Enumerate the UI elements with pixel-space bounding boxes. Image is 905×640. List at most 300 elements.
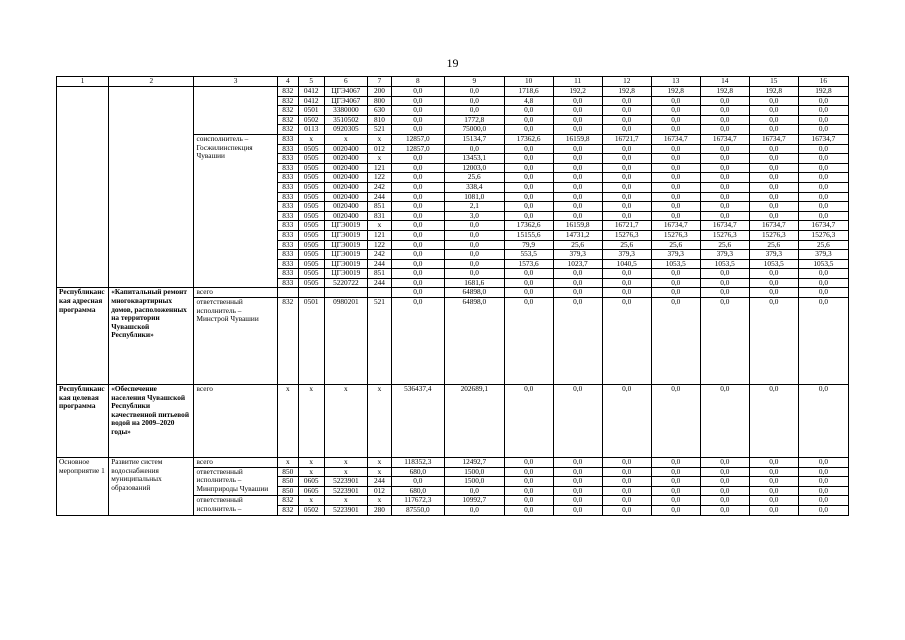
empty-cell <box>57 134 109 144</box>
empty-cell <box>57 230 109 240</box>
value-cell: 0,0 <box>444 96 504 106</box>
value-cell: 850 <box>277 477 298 487</box>
value-cell: 0,0 <box>504 458 553 468</box>
value-cell: 17362,6 <box>504 134 553 144</box>
value-cell: 0,0 <box>651 458 700 468</box>
value-cell: 0,0 <box>798 477 848 487</box>
value-cell: 0,0 <box>651 144 700 154</box>
value-cell: 0,0 <box>749 106 798 116</box>
value-cell: 64898,0 <box>444 298 504 385</box>
value-cell: 0,0 <box>391 278 444 288</box>
empty-cell <box>57 221 109 231</box>
value-cell: 379,3 <box>700 250 749 260</box>
empty-cell <box>109 182 194 192</box>
program-type: Республиканская целевая программа <box>57 385 109 458</box>
column-header: 12 <box>602 77 651 87</box>
value-cell: 0,0 <box>602 496 651 506</box>
value-cell: 14731,2 <box>553 230 602 240</box>
value-cell: 0,0 <box>602 467 651 477</box>
value-cell: 851 <box>368 202 391 212</box>
value-cell: x <box>298 458 324 468</box>
value-cell: 0,0 <box>749 385 798 458</box>
value-cell: 0980201 <box>324 298 368 385</box>
value-cell: 379,3 <box>798 250 848 260</box>
value-cell: 0,0 <box>504 486 553 496</box>
value-cell: 0,0 <box>700 115 749 125</box>
value-cell: 338,4 <box>444 182 504 192</box>
value-cell: 0,0 <box>391 259 444 269</box>
value-cell: 0,0 <box>651 288 700 298</box>
value-cell: 0,0 <box>700 125 749 135</box>
value-cell: 5223901 <box>324 477 368 487</box>
value-cell: 0,0 <box>504 192 553 202</box>
value-cell: 0020400 <box>324 211 368 221</box>
value-cell: 16159,8 <box>553 134 602 144</box>
value-cell: 0505 <box>298 230 324 240</box>
value-cell: 0505 <box>298 278 324 288</box>
value-cell: x <box>368 496 391 506</box>
value-cell: 16734,7 <box>700 221 749 231</box>
value-cell: 0,0 <box>602 173 651 183</box>
value-cell: 379,3 <box>602 250 651 260</box>
value-cell: 202689,1 <box>444 385 504 458</box>
value-cell: 831 <box>368 211 391 221</box>
value-cell: 16721,7 <box>602 134 651 144</box>
value-cell: 0,0 <box>651 192 700 202</box>
value-cell: 0,0 <box>444 486 504 496</box>
value-cell: 833 <box>277 202 298 212</box>
value-cell: 0020400 <box>324 154 368 164</box>
value-cell: 0,0 <box>651 202 700 212</box>
value-cell: 0,0 <box>391 202 444 212</box>
value-cell: 0,0 <box>602 486 651 496</box>
table-row <box>57 240 849 250</box>
value-cell: 16721,7 <box>602 221 651 231</box>
empty-cell <box>109 125 194 135</box>
value-cell: 0,0 <box>553 106 602 116</box>
value-cell: 0,0 <box>700 154 749 164</box>
value-cell: 0,0 <box>798 182 848 192</box>
value-cell: 15276,3 <box>651 230 700 240</box>
value-cell: 0,0 <box>798 211 848 221</box>
value-cell: 0,0 <box>651 477 700 487</box>
value-cell: 0,0 <box>749 125 798 135</box>
value-cell: 379,3 <box>553 250 602 260</box>
table-row <box>57 106 849 116</box>
value-cell: 75000,0 <box>444 125 504 135</box>
value-cell: 0,0 <box>651 278 700 288</box>
value-cell: 833 <box>277 230 298 240</box>
value-cell: 0,0 <box>391 182 444 192</box>
value-cell: 0,0 <box>749 173 798 183</box>
empty-cell <box>109 230 194 240</box>
value-cell: 0,0 <box>553 486 602 496</box>
value-cell: 117672,3 <box>391 496 444 506</box>
value-cell: 12857,0 <box>391 134 444 144</box>
value-cell: 0020400 <box>324 173 368 183</box>
value-cell: 244 <box>368 278 391 288</box>
column-header: 1 <box>57 77 109 87</box>
value-cell: 0,0 <box>504 269 553 279</box>
value-cell: 0113 <box>298 125 324 135</box>
value-cell: 800 <box>368 96 391 106</box>
column-header: 16 <box>798 77 848 87</box>
value-cell: 0,0 <box>444 269 504 279</box>
value-cell: 1053,5 <box>798 259 848 269</box>
value-cell: 0605 <box>298 486 324 496</box>
value-cell: 0,0 <box>798 278 848 288</box>
empty-cell <box>109 240 194 250</box>
value-cell: 0,0 <box>700 173 749 183</box>
value-cell: 0,0 <box>391 221 444 231</box>
value-cell: 0,0 <box>391 269 444 279</box>
value-cell: 0,0 <box>651 385 700 458</box>
value-cell: 192,8 <box>798 87 848 97</box>
value-cell: 200 <box>368 87 391 97</box>
empty-cell <box>109 96 194 106</box>
value-cell: 851 <box>368 269 391 279</box>
value-cell: 832 <box>277 125 298 135</box>
value-cell: 15276,3 <box>700 230 749 240</box>
value-cell: 0,0 <box>391 250 444 260</box>
value-cell: 0,0 <box>798 269 848 279</box>
executor-label: ответственный исполнитель – <box>194 496 277 515</box>
value-cell: 0,0 <box>700 211 749 221</box>
value-cell: 833 <box>277 192 298 202</box>
value-cell: ЦГЭ0019 <box>324 259 368 269</box>
value-cell: 0,0 <box>553 458 602 468</box>
value-cell: 0,0 <box>700 106 749 116</box>
empty-cell <box>194 87 277 97</box>
activity-type: Основное мероприятие 1 <box>57 458 109 516</box>
column-header: 9 <box>444 77 504 87</box>
value-cell: 012 <box>368 144 391 154</box>
value-cell: 0,0 <box>700 486 749 496</box>
value-cell: 5220722 <box>324 278 368 288</box>
value-cell: 833 <box>277 211 298 221</box>
value-cell: 810 <box>368 115 391 125</box>
value-cell: ЦГЭ4067 <box>324 87 368 97</box>
value-cell: 0,0 <box>602 477 651 487</box>
value-cell: 0505 <box>298 163 324 173</box>
value-cell: 192,8 <box>749 87 798 97</box>
value-cell: 0,0 <box>602 506 651 516</box>
value-cell: 12857,0 <box>391 144 444 154</box>
value-cell <box>298 288 324 298</box>
value-cell: 25,6 <box>444 173 504 183</box>
value-cell: 192,8 <box>602 87 651 97</box>
value-cell: x <box>368 458 391 468</box>
value-cell: 0,0 <box>651 182 700 192</box>
table-row <box>57 259 849 269</box>
value-cell: ЦГЭ0019 <box>324 269 368 279</box>
value-cell: x <box>368 221 391 231</box>
value-cell: 25,6 <box>553 240 602 250</box>
value-cell: 0,0 <box>553 182 602 192</box>
value-cell: 0,0 <box>504 496 553 506</box>
total-label: всего <box>194 385 277 458</box>
value-cell: 0,0 <box>700 163 749 173</box>
value-cell: x <box>298 385 324 458</box>
value-cell: 833 <box>277 269 298 279</box>
value-cell: 0,0 <box>798 496 848 506</box>
value-cell: 1053,5 <box>651 259 700 269</box>
value-cell: 192,8 <box>651 87 700 97</box>
value-cell: 0,0 <box>798 163 848 173</box>
empty-cell <box>109 144 194 154</box>
value-cell: 118352,3 <box>391 458 444 468</box>
value-cell: 833 <box>277 173 298 183</box>
value-cell: 0,0 <box>553 96 602 106</box>
value-cell: 16734,7 <box>651 221 700 231</box>
value-cell: 0,0 <box>749 298 798 385</box>
value-cell: 0,0 <box>700 298 749 385</box>
value-cell: 0605 <box>298 477 324 487</box>
value-cell: 244 <box>368 477 391 487</box>
empty-cell <box>109 87 194 97</box>
value-cell: 833 <box>277 154 298 164</box>
value-cell: 242 <box>368 250 391 260</box>
value-cell: 0,0 <box>749 144 798 154</box>
value-cell: 0,0 <box>444 250 504 260</box>
column-header: 3 <box>194 77 277 87</box>
empty-cell <box>57 192 109 202</box>
value-cell: 87550,0 <box>391 506 444 516</box>
value-cell: 0,0 <box>602 278 651 288</box>
value-cell: 0,0 <box>391 163 444 173</box>
value-cell: 0,0 <box>749 506 798 516</box>
value-cell: 16734,7 <box>798 221 848 231</box>
empty-cell <box>109 154 194 164</box>
table-row <box>57 211 849 221</box>
value-cell: 16734,7 <box>700 134 749 144</box>
value-cell: 832 <box>277 115 298 125</box>
value-cell: 0502 <box>298 506 324 516</box>
value-cell: 0,0 <box>651 211 700 221</box>
value-cell: 0,0 <box>798 467 848 477</box>
table-row <box>57 134 849 144</box>
column-header: 7 <box>368 77 391 87</box>
value-cell: 5223901 <box>324 486 368 496</box>
value-cell: 0,0 <box>749 202 798 212</box>
value-cell: 3380000 <box>324 106 368 116</box>
empty-cell <box>57 278 109 288</box>
value-cell: 0,0 <box>651 96 700 106</box>
value-cell: 15276,3 <box>749 230 798 240</box>
value-cell <box>368 288 391 298</box>
value-cell: 0,0 <box>651 496 700 506</box>
empty-cell <box>109 163 194 173</box>
value-cell: 79,9 <box>504 240 553 250</box>
value-cell: 0,0 <box>391 288 444 298</box>
value-cell: 0502 <box>298 115 324 125</box>
value-cell: ЦГЭ0019 <box>324 230 368 240</box>
value-cell: 521 <box>368 298 391 385</box>
value-cell: 0,0 <box>391 106 444 116</box>
value-cell: 0,0 <box>700 202 749 212</box>
table-row <box>57 221 849 231</box>
value-cell: 0,0 <box>651 106 700 116</box>
value-cell: 3510502 <box>324 115 368 125</box>
table-row <box>57 125 849 135</box>
value-cell: 0,0 <box>651 125 700 135</box>
value-cell: ЦГЭ4067 <box>324 96 368 106</box>
value-cell: x <box>298 496 324 506</box>
table-row <box>57 278 849 288</box>
value-cell: 0,0 <box>602 298 651 385</box>
value-cell: 0,0 <box>553 154 602 164</box>
value-cell: 0505 <box>298 240 324 250</box>
value-cell: 121 <box>368 230 391 240</box>
value-cell: 0,0 <box>700 278 749 288</box>
value-cell: 0,0 <box>749 288 798 298</box>
column-header: 13 <box>651 77 700 87</box>
value-cell: 2,1 <box>444 202 504 212</box>
value-cell: 0,0 <box>504 202 553 212</box>
table-row <box>57 173 849 183</box>
table-row <box>57 154 849 164</box>
value-cell: 0,0 <box>602 125 651 135</box>
empty-cell <box>57 202 109 212</box>
value-cell: 0,0 <box>798 173 848 183</box>
value-cell: 0,0 <box>391 230 444 240</box>
column-header: 11 <box>553 77 602 87</box>
value-cell: 0,0 <box>444 87 504 97</box>
value-cell: 0,0 <box>798 385 848 458</box>
program-row <box>57 288 849 298</box>
empty-cell <box>57 154 109 164</box>
value-cell: 0505 <box>298 173 324 183</box>
value-cell: 832 <box>277 96 298 106</box>
empty-cell <box>109 269 194 279</box>
value-cell: 0,0 <box>651 163 700 173</box>
value-cell <box>277 288 298 298</box>
value-cell: 0,0 <box>553 477 602 487</box>
value-cell: 536437,4 <box>391 385 444 458</box>
value-cell: x <box>368 385 391 458</box>
value-cell: 0505 <box>298 182 324 192</box>
empty-cell <box>57 211 109 221</box>
value-cell: 833 <box>277 250 298 260</box>
value-cell: 0,0 <box>749 269 798 279</box>
value-cell: 0,0 <box>504 211 553 221</box>
table-row <box>57 87 849 97</box>
empty-cell <box>109 221 194 231</box>
empty-cell <box>57 173 109 183</box>
value-cell: 0,0 <box>391 115 444 125</box>
empty-cell <box>57 125 109 135</box>
value-cell: 0,0 <box>602 385 651 458</box>
activity-row <box>57 458 849 468</box>
value-cell: 15134,7 <box>444 134 504 144</box>
value-cell: 832 <box>277 496 298 506</box>
empty-cell <box>109 259 194 269</box>
value-cell: 0,0 <box>749 467 798 477</box>
value-cell: 832 <box>277 106 298 116</box>
value-cell: 0,0 <box>749 477 798 487</box>
value-cell: 0,0 <box>651 467 700 477</box>
empty-cell <box>109 202 194 212</box>
value-cell: 0,0 <box>391 211 444 221</box>
value-cell: 25,6 <box>700 240 749 250</box>
value-cell: 0,0 <box>444 230 504 240</box>
value-cell: 379,3 <box>749 250 798 260</box>
empty-cell <box>57 96 109 106</box>
value-cell: 0,0 <box>553 496 602 506</box>
value-cell: 0,0 <box>651 269 700 279</box>
value-cell: 0,0 <box>504 467 553 477</box>
value-cell: 0,0 <box>700 288 749 298</box>
value-cell: 0,0 <box>700 506 749 516</box>
executor-label: ответственный исполнитель – Минприроды Чувашии <box>194 467 277 496</box>
value-cell: 833 <box>277 182 298 192</box>
table-row <box>57 230 849 240</box>
value-cell: 0,0 <box>798 486 848 496</box>
value-cell: 1772,8 <box>444 115 504 125</box>
value-cell: 0,0 <box>602 269 651 279</box>
empty-cell <box>57 250 109 260</box>
value-cell: 16159,8 <box>553 221 602 231</box>
value-cell: 15155,6 <box>504 230 553 240</box>
empty-cell <box>109 134 194 144</box>
value-cell: 0,0 <box>553 144 602 154</box>
value-cell: 25,6 <box>749 240 798 250</box>
value-cell: 1053,5 <box>749 259 798 269</box>
value-cell: 0,0 <box>700 144 749 154</box>
value-cell: 15276,3 <box>602 230 651 240</box>
value-cell: 0020400 <box>324 182 368 192</box>
value-cell: 1500,0 <box>444 477 504 487</box>
value-cell: 0,0 <box>749 115 798 125</box>
value-cell: 0,0 <box>553 288 602 298</box>
value-cell: 630 <box>368 106 391 116</box>
value-cell: 0,0 <box>651 298 700 385</box>
value-cell: 0020400 <box>324 192 368 202</box>
value-cell: 0,0 <box>798 192 848 202</box>
value-cell: 0,0 <box>504 115 553 125</box>
program-name: «Обеспечение населения Чувашской Республики качественной питьевой водой на 2009–2020 годы» <box>109 385 194 458</box>
value-cell: x <box>298 467 324 477</box>
executor-label: ответственный исполнитель – Минстрой Чувашии <box>194 298 277 385</box>
column-header: 2 <box>109 77 194 87</box>
value-cell: 12003,0 <box>444 163 504 173</box>
value-cell: 0,0 <box>700 458 749 468</box>
value-cell: 553,5 <box>504 250 553 260</box>
value-cell: 850 <box>277 467 298 477</box>
program-name: «Капитальный ремонт многоквартирных домов, расположенных на территории Чувашской Республики» <box>109 288 194 385</box>
value-cell: 0,0 <box>749 496 798 506</box>
value-cell: 833 <box>277 240 298 250</box>
value-cell: 0,0 <box>504 144 553 154</box>
value-cell: 0,0 <box>504 163 553 173</box>
table-row <box>57 250 849 260</box>
value-cell: 0,0 <box>700 385 749 458</box>
table-row <box>57 163 849 173</box>
value-cell: 0,0 <box>504 385 553 458</box>
value-cell: 0,0 <box>651 154 700 164</box>
value-cell: 0,0 <box>391 125 444 135</box>
value-cell: 25,6 <box>798 240 848 250</box>
column-header: 4 <box>277 77 298 87</box>
value-cell: 0,0 <box>504 288 553 298</box>
value-cell: 0,0 <box>553 125 602 135</box>
table-row <box>57 144 849 154</box>
value-cell: 0,0 <box>749 96 798 106</box>
value-cell: 0,0 <box>444 240 504 250</box>
value-cell: 0,0 <box>504 173 553 183</box>
budget-table <box>56 76 849 516</box>
value-cell: 64898,0 <box>444 288 504 298</box>
